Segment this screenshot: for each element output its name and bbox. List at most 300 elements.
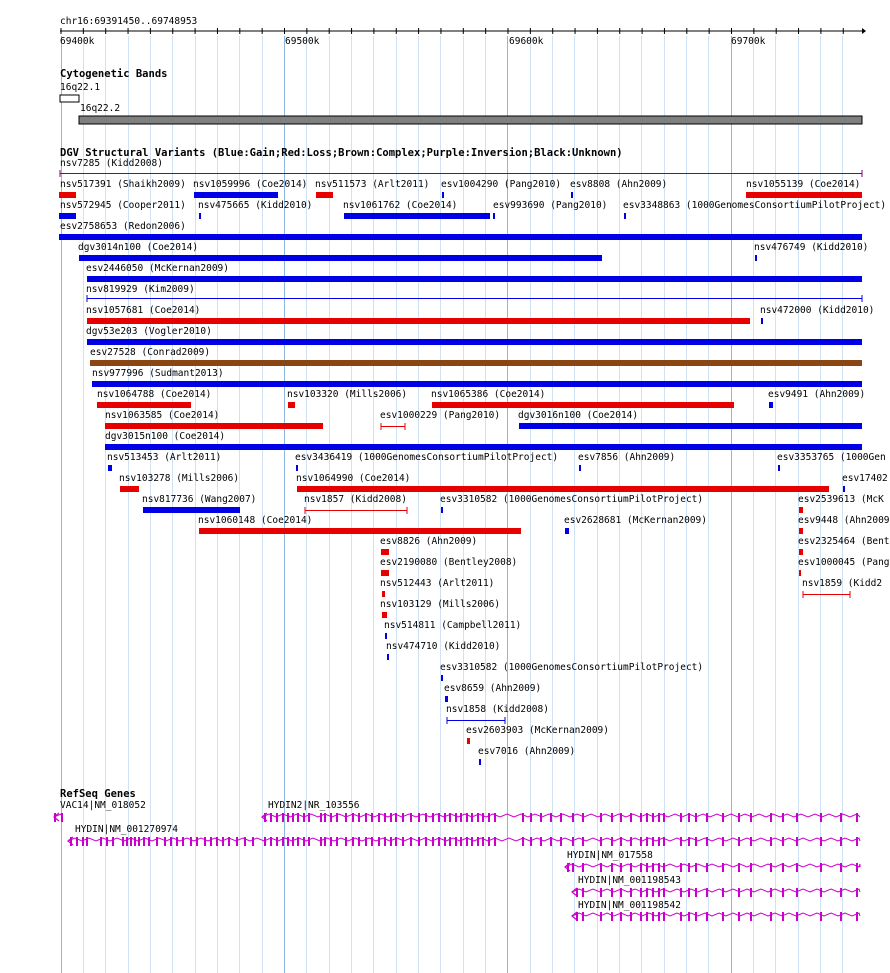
sv-feature[interactable] bbox=[105, 410, 323, 429]
transcript-exon bbox=[652, 888, 654, 897]
sv-feature-bar bbox=[87, 276, 862, 282]
transcript-exon bbox=[471, 837, 473, 846]
sv-feature[interactable] bbox=[518, 410, 862, 429]
transcript-exon bbox=[182, 837, 184, 846]
transcript-exon bbox=[222, 837, 224, 846]
sv-feature-label: dgv3015n100 (Coe2014) bbox=[105, 431, 226, 442]
transcript-exon bbox=[770, 837, 772, 846]
sv-feature[interactable] bbox=[386, 641, 500, 660]
sv-feature-bar bbox=[778, 465, 780, 471]
transcript-exon bbox=[418, 837, 420, 846]
ruler-tick-label: 69600k bbox=[509, 36, 544, 47]
transcript-exon bbox=[345, 813, 347, 822]
transcript-exon bbox=[658, 837, 660, 846]
sv-feature-bar bbox=[381, 549, 389, 555]
sv-feature[interactable] bbox=[86, 284, 862, 302]
transcript-exon bbox=[688, 888, 690, 897]
transcript-exon bbox=[550, 837, 552, 846]
transcript-exon bbox=[303, 813, 305, 822]
sv-feature-label: nsv819929 (Kim2009) bbox=[86, 284, 195, 295]
transcript-exon bbox=[750, 863, 752, 872]
ruler-end-arrow bbox=[862, 28, 866, 34]
transcript-exon bbox=[530, 813, 532, 822]
sv-feature[interactable] bbox=[493, 200, 607, 219]
transcript-exon bbox=[663, 888, 665, 897]
sv-feature[interactable] bbox=[380, 557, 517, 576]
sv-feature-label: esv2190080 (Bentley2008) bbox=[380, 557, 518, 568]
transcript-exon bbox=[620, 912, 622, 921]
transcript-exon bbox=[840, 813, 842, 822]
transcript-exon bbox=[856, 912, 858, 921]
transcript-exon bbox=[738, 863, 740, 872]
refseq-transcript[interactable] bbox=[572, 900, 860, 921]
transcript-exon bbox=[600, 863, 602, 872]
transcript-exon bbox=[106, 837, 108, 846]
transcript-exon bbox=[840, 912, 842, 921]
ruler-tick-label: 69500k bbox=[285, 36, 320, 47]
transcript-exon bbox=[130, 837, 132, 846]
sv-feature-label: nsv517391 (Shaikh2009) bbox=[60, 179, 186, 190]
transcript-exon bbox=[640, 912, 642, 921]
transcript-exon bbox=[330, 837, 332, 846]
transcript-exon bbox=[54, 813, 56, 822]
transcript-exon bbox=[522, 837, 524, 846]
transcript-exon bbox=[630, 863, 632, 872]
transcript-exon bbox=[466, 837, 468, 846]
transcript-exon bbox=[856, 837, 858, 846]
sv-feature[interactable] bbox=[60, 158, 862, 177]
sv-feature-label: nsv1057681 (Coe2014) bbox=[86, 305, 201, 316]
sv-feature-bar bbox=[143, 507, 240, 513]
transcript-exon bbox=[582, 863, 584, 872]
transcript-exon bbox=[560, 813, 562, 822]
transcript-exon bbox=[390, 813, 392, 822]
transcript-exon bbox=[600, 912, 602, 921]
transcript-exon bbox=[567, 863, 569, 872]
sv-feature-label: nsv474710 (Kidd2010) bbox=[386, 641, 501, 652]
transcript-intron-line bbox=[565, 864, 860, 867]
sv-feature[interactable] bbox=[564, 515, 707, 534]
transcript-exon bbox=[663, 837, 665, 846]
track-title-dgv: DGV Structural Variants (Blue:Gain;Red:Loss;Brown:Complex;Purple:Inversion;Black:Unknown) bbox=[60, 147, 623, 159]
transcript-exon bbox=[630, 888, 632, 897]
transcript-exon bbox=[630, 837, 632, 846]
transcript-exon bbox=[576, 888, 578, 897]
transcript-exon bbox=[282, 837, 284, 846]
sv-feature-bar bbox=[493, 213, 495, 219]
sv-feature-label: esv2628681 (McKernan2009) bbox=[564, 515, 707, 526]
transcript-exon bbox=[796, 888, 798, 897]
sv-feature[interactable] bbox=[142, 494, 256, 513]
sv-feature-label: dgv3016n100 (Coe2014) bbox=[518, 410, 639, 421]
transcript-exon bbox=[438, 837, 440, 846]
transcript-exon bbox=[560, 837, 562, 846]
transcript-exon bbox=[190, 837, 192, 846]
transcript-exon bbox=[572, 813, 574, 822]
sv-feature-label: nsv472000 (Kidd2010) bbox=[760, 305, 875, 316]
sv-feature-label: nsv1859 (Kidd2 bbox=[802, 578, 883, 589]
transcript-exon bbox=[156, 837, 158, 846]
transcript-exon bbox=[477, 813, 479, 822]
transcript-exon bbox=[582, 837, 584, 846]
refseq-transcript-list bbox=[54, 800, 860, 921]
transcript-exon bbox=[611, 813, 613, 822]
sv-feature-label: dgv53e203 (Vogler2010) bbox=[86, 326, 212, 337]
transcript-exon bbox=[550, 813, 552, 822]
refseq-transcript[interactable] bbox=[54, 800, 146, 822]
sv-feature[interactable] bbox=[798, 557, 890, 576]
sv-feature[interactable] bbox=[440, 662, 703, 681]
transcript-exon bbox=[384, 813, 386, 822]
sv-feature-bar bbox=[79, 255, 602, 261]
transcript-exon bbox=[482, 837, 484, 846]
transcript-exon bbox=[658, 863, 660, 872]
transcript-exon bbox=[303, 837, 305, 846]
transcript-exon bbox=[371, 837, 373, 846]
sv-feature[interactable] bbox=[466, 725, 609, 744]
sv-feature[interactable] bbox=[59, 221, 862, 240]
sv-feature-label: esv3353765 (1000Gen bbox=[777, 452, 886, 463]
sv-feature-label: nsv1064990 (Coe2014) bbox=[296, 473, 411, 484]
transcript-exon bbox=[148, 837, 150, 846]
transcript-exon bbox=[722, 888, 724, 897]
sv-feature[interactable] bbox=[304, 494, 407, 514]
sv-feature[interactable] bbox=[768, 389, 865, 408]
sv-feature-label: esv3310582 (1000GenomesConsortiumPilotProject) bbox=[440, 662, 704, 673]
transcript-exon bbox=[477, 837, 479, 846]
sv-feature-label: nsv1055139 (Coe2014) bbox=[746, 179, 861, 190]
transcript-exon bbox=[582, 888, 584, 897]
dgv-feature-list bbox=[59, 158, 890, 765]
transcript-exon bbox=[820, 888, 822, 897]
transcript-exon bbox=[228, 837, 230, 846]
sv-feature-label: nsv103278 (Mills2006) bbox=[119, 473, 240, 484]
sv-feature[interactable] bbox=[198, 515, 521, 534]
sv-feature[interactable] bbox=[760, 305, 874, 324]
transcript-exon bbox=[455, 837, 457, 846]
transcript-exon bbox=[276, 837, 278, 846]
transcript-exon bbox=[466, 813, 468, 822]
refseq-transcript[interactable] bbox=[565, 850, 860, 872]
transcript-exon bbox=[663, 863, 665, 872]
transcript-exon bbox=[640, 837, 642, 846]
sv-feature[interactable] bbox=[198, 200, 312, 219]
transcript-exon bbox=[706, 912, 708, 921]
sv-feature[interactable] bbox=[754, 242, 868, 261]
sv-feature-bar bbox=[120, 486, 139, 492]
sv-feature-bar bbox=[387, 654, 389, 660]
transcript-exon bbox=[658, 813, 660, 822]
transcript-exon bbox=[750, 888, 752, 897]
sv-feature[interactable] bbox=[798, 536, 890, 555]
transcript-exon bbox=[706, 863, 708, 872]
sv-feature-label: nsv572945 (Cooper2011) bbox=[60, 200, 186, 211]
transcript-exon bbox=[722, 912, 724, 921]
transcript-exon bbox=[530, 837, 532, 846]
transcript-exon bbox=[680, 888, 682, 897]
sv-feature-label: nsv1065386 (Coe2014) bbox=[431, 389, 546, 400]
sv-feature-label: nsv817736 (Wang2007) bbox=[142, 494, 257, 505]
transcript-exon bbox=[371, 813, 373, 822]
sv-feature-label: esv2446050 (McKernan2009) bbox=[86, 263, 229, 274]
sv-feature-label: esv3436419 (1000GenomesConsortiumPilotProject) bbox=[295, 452, 559, 463]
transcript-exon bbox=[365, 837, 367, 846]
sv-feature[interactable] bbox=[59, 200, 186, 219]
transcript-exon bbox=[395, 813, 397, 822]
refseq-transcript[interactable] bbox=[572, 875, 860, 897]
sv-feature[interactable] bbox=[78, 242, 602, 261]
sv-feature-bar bbox=[297, 486, 829, 492]
transcript-exon bbox=[204, 837, 206, 846]
sv-feature[interactable] bbox=[343, 200, 490, 219]
transcript-exon bbox=[582, 813, 584, 822]
cytoband-16q22-1[interactable] bbox=[60, 95, 79, 102]
transcript-exon bbox=[646, 813, 648, 822]
sv-feature-bar bbox=[519, 423, 862, 429]
sv-feature[interactable] bbox=[295, 452, 558, 471]
transcript-exon bbox=[170, 837, 172, 846]
sv-feature-label: esv3310582 (1000GenomesConsortiumPilotProject) bbox=[440, 494, 704, 505]
sv-feature[interactable] bbox=[444, 683, 541, 702]
transcript-exon bbox=[471, 813, 473, 822]
sv-feature-label: nsv1061762 (Coe2014) bbox=[343, 200, 458, 211]
transcript-exon bbox=[418, 813, 420, 822]
transcript-exon bbox=[196, 837, 198, 846]
sv-feature[interactable] bbox=[119, 473, 239, 492]
transcript-exon bbox=[86, 837, 88, 846]
transcript-label: HYDIN2|NR_103556 bbox=[268, 800, 360, 811]
sv-feature[interactable] bbox=[193, 179, 307, 198]
transcript-exon bbox=[70, 837, 72, 846]
sv-feature-label: esv2539613 (McK bbox=[798, 494, 884, 505]
ruler-tick-label: 69400k bbox=[60, 36, 95, 47]
sv-feature-label: esv2758653 (Redon2006) bbox=[60, 221, 186, 232]
transcript-exon bbox=[378, 813, 380, 822]
transcript-exon bbox=[270, 813, 272, 822]
transcript-exon bbox=[782, 813, 784, 822]
transcript-exon bbox=[143, 837, 145, 846]
sv-feature[interactable] bbox=[315, 179, 429, 198]
transcript-exon bbox=[384, 837, 386, 846]
sv-feature[interactable] bbox=[431, 389, 734, 408]
track-title-cytobands: Cytogenetic Bands bbox=[60, 68, 168, 80]
transcript-exon bbox=[402, 837, 404, 846]
sv-feature-bar bbox=[467, 738, 470, 744]
transcript-exon bbox=[410, 813, 412, 822]
sv-feature[interactable] bbox=[105, 431, 862, 450]
sv-feature[interactable] bbox=[623, 200, 886, 219]
sv-feature[interactable] bbox=[578, 452, 675, 471]
transcript-exon bbox=[210, 837, 212, 846]
transcript-exon bbox=[432, 837, 434, 846]
sv-feature-bar bbox=[87, 339, 862, 345]
transcript-exon bbox=[282, 813, 284, 822]
sv-feature[interactable] bbox=[802, 578, 882, 598]
transcript-exon bbox=[796, 863, 798, 872]
transcript-exon bbox=[611, 888, 613, 897]
sv-feature-bar bbox=[194, 192, 278, 198]
sv-feature-bar bbox=[479, 759, 481, 765]
sv-feature-bar bbox=[199, 528, 521, 534]
region-label: chr16:69391450..69748953 bbox=[60, 16, 198, 27]
transcript-exon bbox=[345, 837, 347, 846]
transcript-exon bbox=[738, 837, 740, 846]
sv-feature[interactable] bbox=[90, 347, 862, 366]
sv-feature-label: nsv103320 (Mills2006) bbox=[287, 389, 408, 400]
sv-feature-bar bbox=[799, 507, 803, 513]
transcript-exon bbox=[438, 813, 440, 822]
sv-feature[interactable] bbox=[570, 179, 667, 198]
sv-feature-bar bbox=[199, 213, 201, 219]
sv-feature-bar bbox=[97, 402, 191, 408]
sv-feature-bar bbox=[92, 381, 862, 387]
transcript-exon bbox=[244, 837, 246, 846]
sv-feature-label: nsv512443 (Arlt2011) bbox=[380, 578, 495, 589]
sv-feature[interactable] bbox=[287, 389, 407, 408]
transcript-exon bbox=[646, 837, 648, 846]
sv-feature-label: esv1000229 (Pang2010) bbox=[380, 410, 501, 421]
transcript-exon bbox=[782, 888, 784, 897]
transcript-exon bbox=[425, 837, 427, 846]
sv-feature-bar bbox=[59, 213, 76, 219]
transcript-exon bbox=[600, 888, 602, 897]
sv-feature-bar bbox=[746, 192, 862, 198]
transcript-exon bbox=[576, 912, 578, 921]
sv-feature-bar bbox=[87, 318, 750, 324]
transcript-exon bbox=[122, 837, 124, 846]
sv-feature[interactable] bbox=[842, 473, 888, 492]
transcript-exon bbox=[663, 813, 665, 822]
transcript-exon bbox=[287, 837, 289, 846]
sv-feature[interactable] bbox=[86, 326, 862, 345]
transcript-intron-line bbox=[572, 889, 860, 892]
sv-feature-bar bbox=[799, 549, 803, 555]
sv-feature-label: esv8826 (Ahn2009) bbox=[380, 536, 478, 547]
sv-feature-bar bbox=[105, 423, 323, 429]
sv-feature[interactable] bbox=[384, 620, 521, 639]
transcript-exon bbox=[646, 863, 648, 872]
transcript-exon bbox=[840, 863, 842, 872]
transcript-exon bbox=[770, 863, 772, 872]
transcript-exon bbox=[782, 837, 784, 846]
sv-feature-label: esv1004290 (Pang2010) bbox=[441, 179, 562, 190]
transcript-exon bbox=[540, 813, 542, 822]
sv-feature[interactable] bbox=[777, 452, 886, 471]
transcript-exon bbox=[688, 813, 690, 822]
cytoband-label: 16q22.2 bbox=[80, 103, 121, 114]
sv-feature-bar bbox=[441, 507, 443, 513]
sv-feature-label: nsv977996 (Sudmant2013) bbox=[92, 368, 224, 379]
transcript-exon bbox=[572, 863, 574, 872]
sv-feature-label: nsv103129 (Mills2006) bbox=[380, 599, 501, 610]
sv-feature[interactable] bbox=[440, 494, 703, 513]
transcript-exon bbox=[308, 813, 310, 822]
transcript-exon bbox=[820, 912, 822, 921]
transcript-exon bbox=[600, 813, 602, 822]
sv-feature-bar bbox=[90, 360, 862, 366]
transcript-exon bbox=[352, 813, 354, 822]
sv-feature[interactable] bbox=[441, 179, 561, 198]
transcript-exon bbox=[820, 837, 822, 846]
sv-feature[interactable] bbox=[380, 578, 494, 597]
transcript-exon bbox=[658, 888, 660, 897]
transcript-exon bbox=[611, 837, 613, 846]
transcript-exon bbox=[488, 813, 490, 822]
transcript-exon bbox=[176, 837, 178, 846]
sv-feature[interactable] bbox=[107, 452, 221, 471]
transcript-label: HYDIN|NM_001270974 bbox=[75, 824, 178, 835]
sv-feature[interactable] bbox=[296, 473, 829, 492]
sv-feature[interactable] bbox=[59, 179, 186, 198]
cytoband-track bbox=[60, 68, 862, 124]
sv-feature-label: esv8808 (Ahn2009) bbox=[570, 179, 668, 190]
transcript-exon bbox=[750, 837, 752, 846]
sv-feature-label: esv8659 (Ahn2009) bbox=[444, 683, 542, 694]
transcript-exon bbox=[796, 813, 798, 822]
sv-feature[interactable] bbox=[446, 704, 549, 724]
sv-feature-bar bbox=[799, 570, 801, 576]
sv-feature-label: esv2603903 (McKernan2009) bbox=[466, 725, 609, 736]
transcript-exon bbox=[449, 813, 451, 822]
sv-feature[interactable] bbox=[478, 746, 575, 765]
transcript-exon bbox=[402, 813, 404, 822]
transcript-exon bbox=[782, 912, 784, 921]
sv-feature-label: esv2325464 (Bent bbox=[798, 536, 890, 547]
transcript-exon bbox=[324, 837, 326, 846]
transcript-exon bbox=[378, 837, 380, 846]
transcript-exon bbox=[820, 863, 822, 872]
sv-feature-label: nsv513453 (Arlt2011) bbox=[107, 452, 222, 463]
sv-feature-bar bbox=[565, 528, 569, 534]
transcript-exon bbox=[395, 837, 397, 846]
sv-feature-label: esv9448 (Ahn2009 bbox=[798, 515, 890, 526]
sv-feature-bar bbox=[843, 486, 845, 492]
cytoband-label: 16q22.1 bbox=[60, 82, 101, 93]
transcript-exon bbox=[425, 813, 427, 822]
transcript-exon bbox=[264, 837, 266, 846]
transcript-exon bbox=[324, 813, 326, 822]
sv-feature[interactable] bbox=[97, 389, 211, 408]
sv-feature[interactable] bbox=[86, 263, 862, 282]
sv-feature-label: esv9491 (Ahn2009) bbox=[768, 389, 866, 400]
sv-feature-bar bbox=[316, 192, 333, 198]
transcript-exon bbox=[640, 888, 642, 897]
sv-feature[interactable] bbox=[798, 515, 890, 534]
sv-feature-bar bbox=[288, 402, 295, 408]
sv-feature[interactable] bbox=[798, 494, 884, 513]
transcript-exon bbox=[722, 863, 724, 872]
transcript-exon bbox=[494, 813, 496, 822]
sv-feature[interactable] bbox=[92, 368, 862, 387]
transcript-label: HYDIN|NM_001198543 bbox=[578, 875, 681, 886]
sv-feature-label: esv17402 bbox=[842, 473, 888, 484]
sv-feature-bar bbox=[445, 696, 448, 702]
transcript-exon bbox=[695, 813, 697, 822]
transcript-exon bbox=[695, 863, 697, 872]
sv-feature[interactable] bbox=[380, 536, 477, 555]
transcript-exon bbox=[390, 837, 392, 846]
cytoband-16q22-2[interactable] bbox=[79, 116, 862, 124]
sv-feature-bar bbox=[432, 402, 734, 408]
transcript-exon bbox=[620, 837, 622, 846]
transcript-exon bbox=[688, 912, 690, 921]
transcript-exon bbox=[455, 813, 457, 822]
transcript-exon bbox=[620, 863, 622, 872]
transcript-exon bbox=[706, 888, 708, 897]
sv-feature-bar bbox=[385, 633, 387, 639]
transcript-exon bbox=[270, 837, 272, 846]
sv-feature[interactable] bbox=[746, 179, 862, 198]
